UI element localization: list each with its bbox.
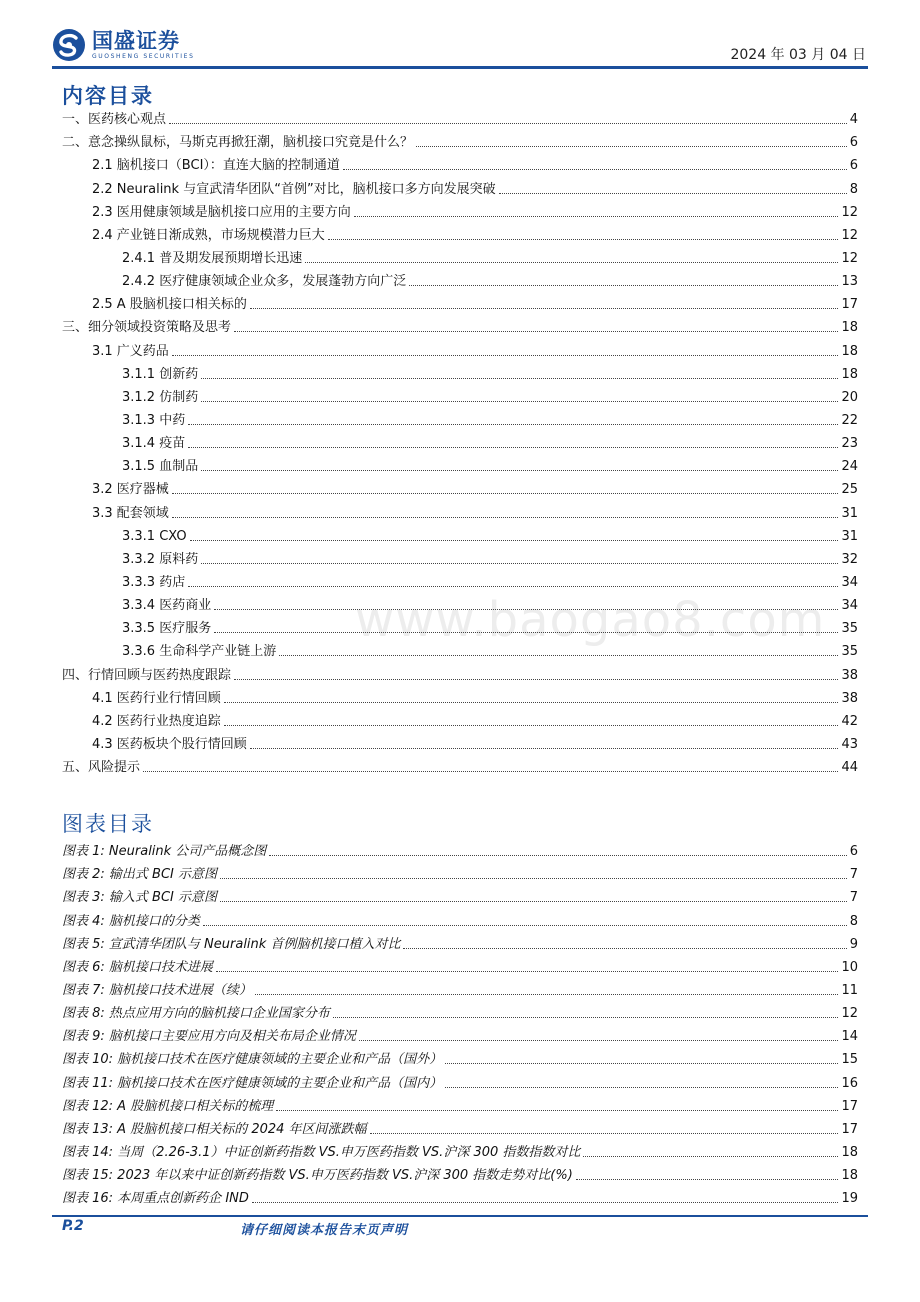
entry-page-number: 10 <box>841 959 858 975</box>
toc-entry[interactable] <box>62 730 858 753</box>
entry-page-number: 32 <box>841 551 858 567</box>
dot-leader <box>328 239 839 240</box>
entry-page-number: 18 <box>841 1144 858 1160</box>
entry-page-number: 7 <box>849 867 858 883</box>
toc-entry[interactable] <box>62 336 858 359</box>
entry-title: 4.3 医药板块个股行情回顾 <box>92 736 247 752</box>
entry-page-number: 13 <box>841 274 858 290</box>
entry-title: 图表 4: 脑机接口的分类 <box>62 913 200 929</box>
entry-title: 3.2 医疗器械 <box>92 482 169 498</box>
dot-leader <box>370 1133 839 1134</box>
entry-title: 3.3.2 原料药 <box>122 551 199 567</box>
dot-leader <box>269 855 846 856</box>
figure-entry[interactable] <box>62 906 858 929</box>
entry-title: 4.1 医药行业行情回顾 <box>92 690 221 706</box>
toc-entry[interactable] <box>62 105 858 128</box>
toc-entry[interactable] <box>62 684 858 707</box>
company-logo <box>52 28 194 62</box>
dot-leader <box>201 563 838 564</box>
figure-entry[interactable] <box>62 837 858 860</box>
entry-title: 四、行情回顾与医药热度跟踪 <box>62 667 232 683</box>
dot-leader <box>190 540 839 541</box>
figures-list <box>62 837 858 1207</box>
entry-title: 3.3.5 医疗服务 <box>122 621 212 637</box>
entry-page-number: 12 <box>841 250 858 266</box>
entry-title: 图表 3: 输入式 BCI 示意图 <box>62 890 218 906</box>
figure-entry[interactable] <box>62 883 858 906</box>
dot-leader <box>445 1063 838 1064</box>
toc-entry[interactable] <box>62 498 858 521</box>
toc-entry[interactable] <box>62 290 858 313</box>
entry-page-number: 12 <box>841 204 858 220</box>
entry-page-number: 16 <box>841 1075 858 1091</box>
entry-title: 图表 14: 当周（2.26-3.1）中证创新药指数 VS.申万医药指数 VS.沪深 300 指数指数对比 <box>62 1144 581 1160</box>
page-header <box>0 0 920 72</box>
toc-entry[interactable] <box>62 221 858 244</box>
dot-leader <box>305 262 838 263</box>
entry-title: 2.4.1 普及期发展预期增长迅速 <box>122 250 303 266</box>
entry-page-number: 38 <box>841 667 858 683</box>
toc-entry[interactable] <box>62 313 858 336</box>
toc-entry[interactable] <box>62 360 858 383</box>
dot-leader <box>445 1087 838 1088</box>
toc-entry[interactable] <box>62 522 858 545</box>
figure-entry[interactable] <box>62 1092 858 1115</box>
entry-page-number: 38 <box>841 690 858 706</box>
entry-title: 3.3 配套领域 <box>92 505 169 521</box>
toc-entry[interactable] <box>62 429 858 452</box>
entry-page-number: 11 <box>841 982 858 998</box>
entry-page-number: 8 <box>849 181 858 197</box>
entry-page-number: 17 <box>841 297 858 313</box>
entry-title: 3.1.2 仿制药 <box>122 389 199 405</box>
entry-title: 图表 16: 本周重点创新药企 IND <box>62 1191 249 1207</box>
figure-entry[interactable] <box>62 860 858 883</box>
dot-leader <box>188 586 838 587</box>
logo-english-name: GUOSHENG SECURITIES <box>92 52 195 60</box>
toc-entry[interactable] <box>62 753 858 776</box>
dot-leader <box>359 1040 839 1041</box>
guosheng-logo-icon <box>52 28 86 62</box>
entry-title: 4.2 医药行业热度追踪 <box>92 713 221 729</box>
dot-leader <box>224 725 839 726</box>
figure-entry[interactable] <box>62 976 858 999</box>
figure-entry[interactable] <box>62 1068 858 1091</box>
entry-page-number: 12 <box>841 227 858 243</box>
entry-title: 图表 12: A 股脑机接口相关标的梳理 <box>62 1098 274 1114</box>
entry-page-number: 43 <box>841 736 858 752</box>
header-divider <box>52 66 868 69</box>
entry-title: 3.3.6 生命科学产业链上游 <box>122 644 277 660</box>
dot-leader <box>583 1156 838 1157</box>
dot-leader <box>409 285 838 286</box>
dot-leader <box>250 748 839 749</box>
entry-title: 3.3.3 药店 <box>122 574 186 590</box>
entry-title: 图表 5: 宣武清华团队与 Neuralink 首例脑机接口植入对比 <box>62 936 401 952</box>
toc-entry[interactable] <box>62 475 858 498</box>
footer-divider <box>52 1215 868 1217</box>
entry-title: 2.4.2 医疗健康领域企业众多，发展蓬勃方向广泛 <box>122 274 407 290</box>
dot-leader <box>172 517 839 518</box>
entry-page-number: 22 <box>841 412 858 428</box>
dot-leader <box>214 609 838 610</box>
entry-title: 图表 6: 脑机接口技术进展 <box>62 959 213 975</box>
toc-entry[interactable] <box>62 383 858 406</box>
dot-leader <box>143 771 838 772</box>
dot-leader <box>333 1017 839 1018</box>
dot-leader <box>250 308 839 309</box>
entry-title: 图表 9: 脑机接口主要应用方向及相关布局企业情况 <box>62 1029 356 1045</box>
dot-leader <box>279 655 838 656</box>
entry-page-number: 18 <box>841 1168 858 1184</box>
entry-page-number: 35 <box>841 644 858 660</box>
toc-entry[interactable] <box>62 406 858 429</box>
dot-leader <box>276 1110 838 1111</box>
figures-title: 图表目录 <box>62 812 154 836</box>
entry-page-number: 42 <box>841 713 858 729</box>
logo-chinese-name: 国盛证券 <box>92 28 180 53</box>
toc-entry[interactable] <box>62 545 858 568</box>
toc-entry[interactable] <box>62 151 858 174</box>
entry-page-number: 25 <box>841 482 858 498</box>
figure-entry[interactable] <box>62 1161 858 1184</box>
figure-entry[interactable] <box>62 953 858 976</box>
figure-entry[interactable] <box>62 1022 858 1045</box>
toc-entry[interactable] <box>62 614 858 637</box>
entry-title: 图表 13: A 股脑机接口相关标的 2024 年区间涨跌幅 <box>62 1121 367 1137</box>
entry-page-number: 44 <box>841 760 858 776</box>
entry-page-number: 17 <box>841 1121 858 1137</box>
figure-entry[interactable] <box>62 930 858 953</box>
contents-title: 内容目录 <box>62 84 154 108</box>
dot-leader <box>201 378 838 379</box>
watermark: www.baogao8.com <box>355 592 826 648</box>
entry-page-number: 7 <box>849 890 858 906</box>
dot-leader <box>216 971 839 972</box>
entry-page-number: 31 <box>841 528 858 544</box>
entry-title: 3.1.1 创新药 <box>122 366 199 382</box>
entry-page-number: 6 <box>849 135 858 151</box>
toc-entry[interactable] <box>62 707 858 730</box>
dot-leader <box>252 1202 839 1203</box>
entry-title: 图表 7: 脑机接口技术进展（续） <box>62 982 252 998</box>
dot-leader <box>172 493 839 494</box>
dot-leader <box>188 447 838 448</box>
entry-page-number: 18 <box>841 366 858 382</box>
dot-leader <box>201 401 838 402</box>
entry-page-number: 15 <box>841 1052 858 1068</box>
entry-title: 2.5 A 股脑机接口相关标的 <box>92 297 247 313</box>
entry-page-number: 8 <box>849 913 858 929</box>
dot-leader <box>203 925 847 926</box>
dot-leader <box>255 994 839 995</box>
entry-title: 3.3.1 CXO <box>122 528 187 544</box>
entry-title: 2.4 产业链日渐成熟，市场规模潜力巨大 <box>92 227 325 243</box>
dot-leader <box>201 470 838 471</box>
dot-leader <box>416 146 847 147</box>
entry-title: 图表 1: Neuralink 公司产品概念图 <box>62 844 267 860</box>
dot-leader <box>224 702 839 703</box>
toc-entry[interactable] <box>62 452 858 475</box>
toc-entry[interactable] <box>62 128 858 151</box>
contents-list <box>62 105 858 776</box>
toc-entry[interactable] <box>62 198 858 221</box>
entry-title: 一、医药核心观点 <box>62 112 167 128</box>
dot-leader <box>234 679 838 680</box>
entry-title: 2.2 Neuralink 与宣武清华团队“首例”对比，脑机接口多方向发展突破 <box>92 181 496 197</box>
figure-entry[interactable] <box>62 1184 858 1207</box>
dot-leader <box>172 355 839 356</box>
dot-leader <box>220 901 847 902</box>
entry-title: 三、细分领域投资策略及思考 <box>62 320 232 336</box>
toc-entry[interactable] <box>62 568 858 591</box>
figure-entry[interactable] <box>62 1045 858 1068</box>
entry-page-number: 9 <box>849 936 858 952</box>
entry-page-number: 34 <box>841 598 858 614</box>
entry-page-number: 14 <box>841 1029 858 1045</box>
entry-page-number: 18 <box>841 320 858 336</box>
entry-title: 图表 11: 脑机接口技术在医疗健康领域的主要企业和产品（国内） <box>62 1075 443 1091</box>
entry-page-number: 17 <box>841 1098 858 1114</box>
toc-entry[interactable] <box>62 660 858 683</box>
entry-page-number: 6 <box>849 158 858 174</box>
entry-page-number: 24 <box>841 459 858 475</box>
entry-page-number: 18 <box>841 343 858 359</box>
dot-leader <box>188 424 838 425</box>
toc-entry[interactable] <box>62 591 858 614</box>
disclaimer-note: 请仔细阅读本报告末页声明 <box>240 1223 409 1238</box>
entry-page-number: 19 <box>841 1191 858 1207</box>
entry-page-number: 6 <box>849 844 858 860</box>
entry-title: 3.1.5 血制品 <box>122 459 199 475</box>
entry-page-number: 12 <box>841 1006 858 1022</box>
entry-page-number: 4 <box>849 112 858 128</box>
report-date: 2024 年 03 月 04 日 <box>730 47 866 63</box>
dot-leader <box>234 331 838 332</box>
dot-leader <box>343 169 847 170</box>
toc-entry[interactable] <box>62 244 858 267</box>
entry-title: 二、意念操纵鼠标，马斯克再掀狂潮，脑机接口究竟是什么？ <box>62 135 414 151</box>
entry-title: 五、风险提示 <box>62 760 141 776</box>
dot-leader <box>403 948 846 949</box>
toc-entry[interactable] <box>62 267 858 290</box>
entry-title: 图表 15: 2023 年以来中证创新药指数 VS.申万医药指数 VS.沪深 300 指数走势对比(%) <box>62 1168 573 1184</box>
figure-entry[interactable] <box>62 999 858 1022</box>
dot-leader <box>220 878 847 879</box>
toc-entry[interactable] <box>62 174 858 197</box>
dot-leader <box>576 1179 839 1180</box>
entry-title: 图表 10: 脑机接口技术在医疗健康领域的主要企业和产品（国外） <box>62 1052 443 1068</box>
dot-leader <box>214 632 838 633</box>
entry-title: 3.3.4 医药商业 <box>122 598 212 614</box>
entry-page-number: 23 <box>841 436 858 452</box>
entry-title: 2.1 脑机接口（BCI）：直连大脑的控制通道 <box>92 158 340 174</box>
figure-entry[interactable] <box>62 1115 858 1138</box>
dot-leader <box>169 123 847 124</box>
entry-title: 图表 2: 输出式 BCI 示意图 <box>62 867 218 883</box>
entry-page-number: 35 <box>841 621 858 637</box>
entry-title: 2.3 医用健康领域是脑机接口应用的主要方向 <box>92 204 351 220</box>
entry-title: 3.1.4 疫苗 <box>122 436 186 452</box>
entry-title: 3.1 广义药品 <box>92 343 169 359</box>
dot-leader <box>354 216 839 217</box>
page-number: P.2 <box>62 1218 84 1234</box>
entry-page-number: 31 <box>841 505 858 521</box>
entry-title: 3.1.3 中药 <box>122 412 186 428</box>
entry-title: 图表 8: 热点应用方向的脑机接口企业国家分布 <box>62 1006 330 1022</box>
dot-leader <box>499 193 847 194</box>
entry-page-number: 34 <box>841 574 858 590</box>
entry-page-number: 20 <box>841 389 858 405</box>
figure-entry[interactable] <box>62 1138 858 1161</box>
toc-entry[interactable] <box>62 637 858 660</box>
